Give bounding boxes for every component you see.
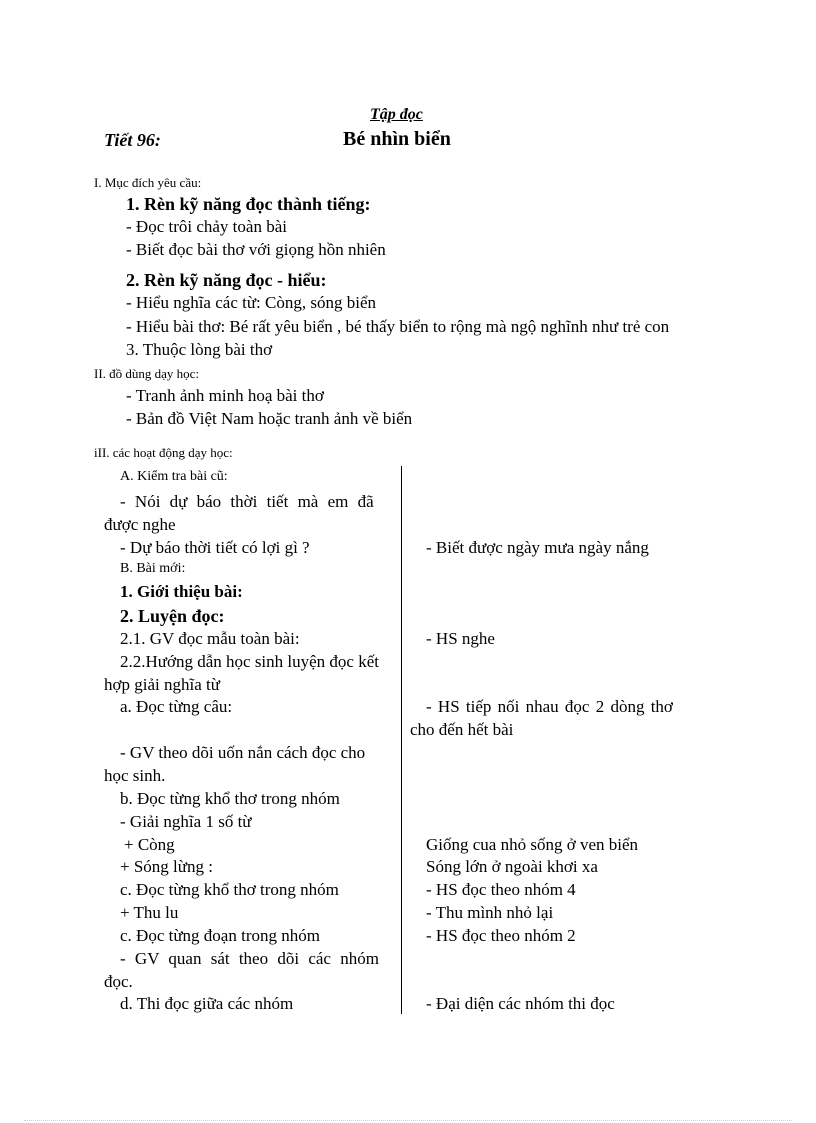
teacher-activity: - Dự báo thời tiết có lợi gì ? <box>120 538 310 557</box>
section-2-heading: II. đồ dùng dạy học: <box>94 366 200 381</box>
teacher-activity: - Giải nghĩa 1 số từ <box>120 812 252 831</box>
part-a-heading: A. Kiểm tra bài cũ: <box>120 469 228 484</box>
vocabulary-term: + Còng <box>124 835 175 854</box>
student-activity: - HS đọc theo nhóm 4 <box>426 880 576 899</box>
vocabulary-definition: Sóng lớn ở ngoài khơi xa <box>426 857 598 876</box>
teacher-activity: d. Thi đọc giữa các nhóm <box>120 994 294 1013</box>
vocabulary-definition: - Thu mình nhỏ lại <box>426 903 554 922</box>
teacher-activity: - GV theo dõi uốn nắn cách đọc cho <box>120 743 366 762</box>
section-1-heading: I. Mục đích yêu cầu: <box>94 175 202 190</box>
material-line: - Bản đồ Việt Nam hoặc tranh ảnh về biển <box>126 409 413 428</box>
objective-line: - Đọc trôi chảy toàn bài <box>126 217 287 236</box>
teacher-activity: đọc. <box>104 972 133 991</box>
student-activity: - HS đọc theo nhóm 2 <box>426 926 576 945</box>
page-bottom-rule <box>24 1120 792 1121</box>
introduction-heading: 1. Giới thiệu bài: <box>120 582 243 601</box>
objective-line: 3. Thuộc lòng bài thơ <box>126 340 273 359</box>
subject-label: Tập đọc <box>370 106 423 123</box>
student-activity: - HS tiếp nối nhau đọc 2 dòng thơ <box>426 697 673 716</box>
page-title: Bé nhìn biển <box>343 128 451 150</box>
student-activity: - HS nghe <box>426 629 495 648</box>
teacher-activity: hợp giải nghĩa từ <box>104 675 220 694</box>
objective-line: - Hiểu nghĩa các từ: Còng, sóng biển <box>126 293 376 312</box>
objective-line: - Biết đọc bài thơ với giọng hồn nhiên <box>126 240 386 259</box>
reading-practice-heading: 2. Luyện đọc: <box>120 606 225 626</box>
section-3-heading: iII. các hoạt động dạy học: <box>94 445 233 460</box>
teacher-activity: 2.1. GV đọc mẫu toàn bài: <box>120 629 300 648</box>
teacher-activity: - GV quan sát theo dõi các nhóm <box>120 949 379 968</box>
column-divider <box>401 466 402 1014</box>
material-line: - Tranh ảnh minh hoạ bài thơ <box>126 386 324 405</box>
student-activity: - Biết được ngày mưa ngày nắng <box>426 538 649 557</box>
teacher-activity: - Nói dự báo thời tiết mà em đã <box>120 492 374 511</box>
vocabulary-definition: Giống cua nhỏ sống ở ven biển <box>426 835 639 854</box>
vocabulary-term: + Thu lu <box>120 903 179 922</box>
teacher-activity: c. Đọc từng khổ thơ trong nhóm <box>120 880 339 899</box>
skill-reading-aloud-heading: 1. Rèn kỹ năng đọc thành tiếng: <box>126 194 371 214</box>
objective-line: - Hiểu bài thơ: Bé rất yêu biển , bé thấy biển to rộng mà ngộ nghĩnh như trẻ con <box>126 317 670 336</box>
vocabulary-term: + Sóng lừng : <box>120 857 213 876</box>
skill-comprehension-heading: 2. Rèn kỹ năng đọc - hiểu: <box>126 270 327 290</box>
teacher-activity: a. Đọc từng câu: <box>120 697 233 716</box>
student-activity: cho đến hết bài <box>410 720 514 739</box>
teacher-activity: được nghe <box>104 515 176 534</box>
teacher-activity: b. Đọc từng khổ thơ trong nhóm <box>120 789 340 808</box>
part-b-heading: B. Bài mới: <box>120 561 186 576</box>
teacher-activity: c. Đọc từng đoạn trong nhóm <box>120 926 320 945</box>
teacher-activity: 2.2.Hướng dẫn học sinh luyện đọc kết <box>120 652 379 671</box>
lesson-number: Tiết 96: <box>104 130 161 150</box>
student-activity: - Đại diện các nhóm thi đọc <box>426 994 615 1013</box>
teacher-activity: học sinh. <box>104 766 166 785</box>
